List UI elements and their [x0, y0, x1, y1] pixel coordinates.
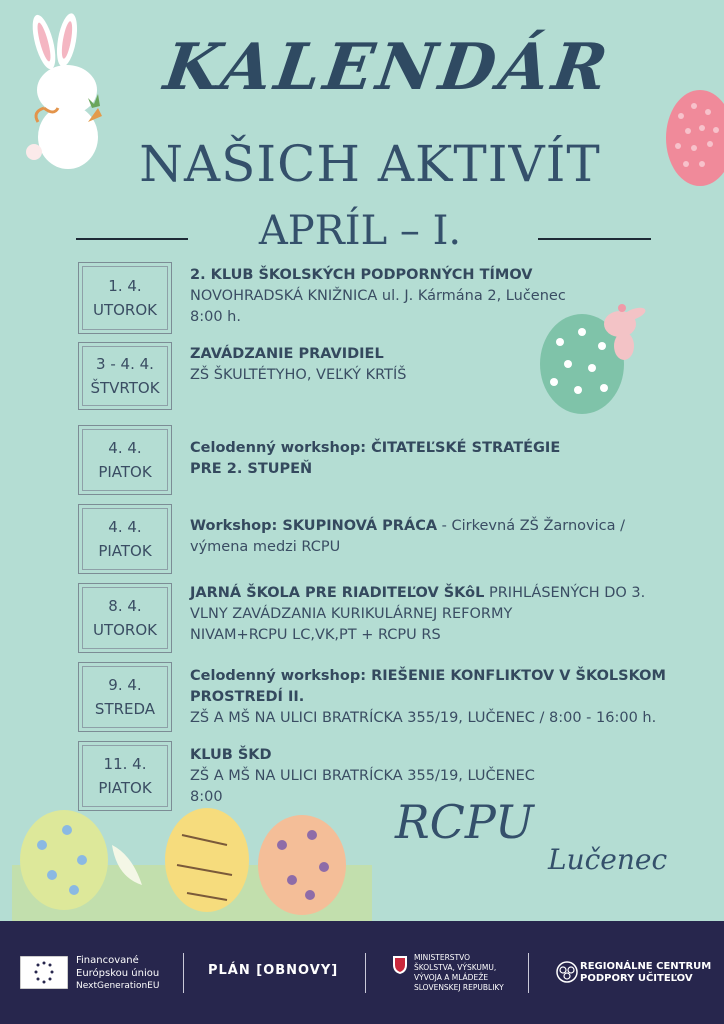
ministry-line: SLOVENSKEJ REPUBLIKY: [414, 983, 504, 992]
event-line: VLNY ZAVÁDZANIA KURIKULÁRNEJ REFORMY: [190, 606, 513, 622]
event-title-rest: - Cirkevná ZŠ Žarnovica /: [437, 518, 625, 534]
rcpu-line2: PODPORY UČITEĽOV: [580, 973, 693, 984]
event-details: [190, 344, 710, 386]
date-box: [78, 425, 172, 495]
event-title-line2: PRE 2. STUPEŇ: [190, 461, 313, 477]
date-box: [78, 662, 172, 732]
event-line: NIVAM+RCPU LC,VK,PT + RCPU RS: [190, 627, 441, 643]
event-date: 11. 4.: [103, 755, 147, 773]
date-box: [78, 583, 172, 653]
date-box: [78, 342, 172, 410]
event-day: STREDA: [94, 700, 156, 718]
event-details: [190, 666, 710, 729]
event-title: RIEŠENIE KONFLIKTOV V ŠKOLSKOM: [371, 668, 666, 684]
event-title-line2: PROSTREDÍ II.: [190, 689, 305, 705]
date-box: [78, 262, 172, 334]
event-title-prefix: Celodenný workshop:: [190, 440, 372, 456]
event-line: ZŠ ŠKULTÉTYHO, VEĽKÝ KRTÍŠ: [190, 367, 407, 383]
event-line: NOVOHRADSKÁ KNIŽNICA ul. J. Kármána 2, Lučenec: [190, 288, 566, 304]
footer-separator: [365, 953, 366, 993]
ministry-line: MINISTERSTVO: [414, 953, 471, 962]
pink-egg-illustration: [666, 86, 724, 191]
signature-rcpu: RCPU: [395, 795, 534, 849]
eu-flag-icon: [20, 956, 68, 989]
rcpu-logo-icon: [556, 961, 578, 983]
title-activities: NAŠICH AKTIVÍT: [139, 135, 601, 193]
ministry-line: VÝVOJA A MLÁDEŽE: [414, 973, 489, 982]
plan-obnovy-logo: PLÁN [OBNOVY]: [208, 963, 339, 978]
ministry-line: ŠKOLSTVA, VÝSKUMU,: [414, 963, 497, 972]
event-day: PIATOK: [98, 779, 152, 797]
eu-line2: Európskou úniou: [76, 968, 160, 979]
event-date: 9. 4.: [108, 676, 142, 694]
event-date: 8. 4.: [108, 597, 142, 615]
month-title: APRÍL – I.: [258, 208, 462, 254]
date-box: [78, 504, 172, 574]
footer-separator: [528, 953, 529, 993]
event-day: ŠTVRTOK: [90, 379, 160, 397]
divider-right: [538, 238, 651, 240]
event-date: 1. 4.: [108, 277, 142, 295]
event-line: ZŠ A MŠ NA ULICI BRATRÍCKA 355/19, LUČENEC: [190, 768, 535, 784]
event-details: [190, 438, 710, 480]
event-title-prefix: Workshop:: [190, 518, 283, 534]
event-title-rest: PRIHLÁSENÝCH DO 3.: [484, 585, 646, 601]
event-date: 3 - 4. 4.: [96, 355, 154, 373]
event-date: 4. 4.: [108, 439, 142, 457]
event-title: 2. KLUB ŠKOLSKÝCH PODPORNÝCH TÍMOV: [190, 267, 533, 283]
title-calendar: KALENDÁR: [159, 30, 616, 105]
event-details: [190, 583, 710, 646]
date-box: [78, 741, 172, 811]
event-date: 4. 4.: [108, 518, 142, 536]
rcpu-text: [580, 961, 711, 985]
event-title-prefix: Celodenný workshop:: [190, 668, 372, 684]
divider-left: [76, 238, 188, 240]
event-title: JARNÁ ŠKOLA PRE RIADITEĽOV ŠKôL: [190, 585, 485, 601]
event-title: KLUB ŠKD: [190, 747, 272, 763]
ministry-text: [414, 953, 504, 993]
event-details: [190, 516, 710, 558]
eu-line1: Financované: [76, 955, 139, 966]
event-line: 8:00: [190, 789, 223, 805]
event-title: SKUPINOVÁ PRÁCA: [282, 518, 438, 534]
eu-line3: NextGenerationEU: [76, 981, 160, 991]
event-details: [190, 265, 710, 328]
event-day: PIATOK: [98, 542, 152, 560]
rcpu-line1: REGIONÁLNE CENTRUM: [580, 961, 712, 972]
footer-separator: [183, 953, 184, 993]
event-day: UTOROK: [92, 301, 157, 319]
event-day: UTOROK: [92, 621, 157, 639]
event-title: ZAVÁDZANIE PRAVIDIEL: [190, 346, 384, 362]
event-line: 8:00 h.: [190, 309, 241, 325]
event-title: ČITATEĽSKÉ STRATÉGIE: [371, 440, 561, 456]
event-day: PIATOK: [98, 463, 152, 481]
footer-bar: [0, 921, 724, 1024]
event-line: výmena medzi RCPU: [190, 539, 341, 555]
eu-text: [76, 954, 159, 993]
slovak-coat-of-arms-icon: [392, 955, 408, 975]
signature-lucenec: Lučenec: [548, 843, 668, 876]
event-line: ZŠ A MŠ NA ULICI BRATRÍCKA 355/19, LUČENEC / 8:00 - 16:00 h.: [190, 710, 657, 726]
bottom-eggs-illustration: [12, 805, 372, 921]
